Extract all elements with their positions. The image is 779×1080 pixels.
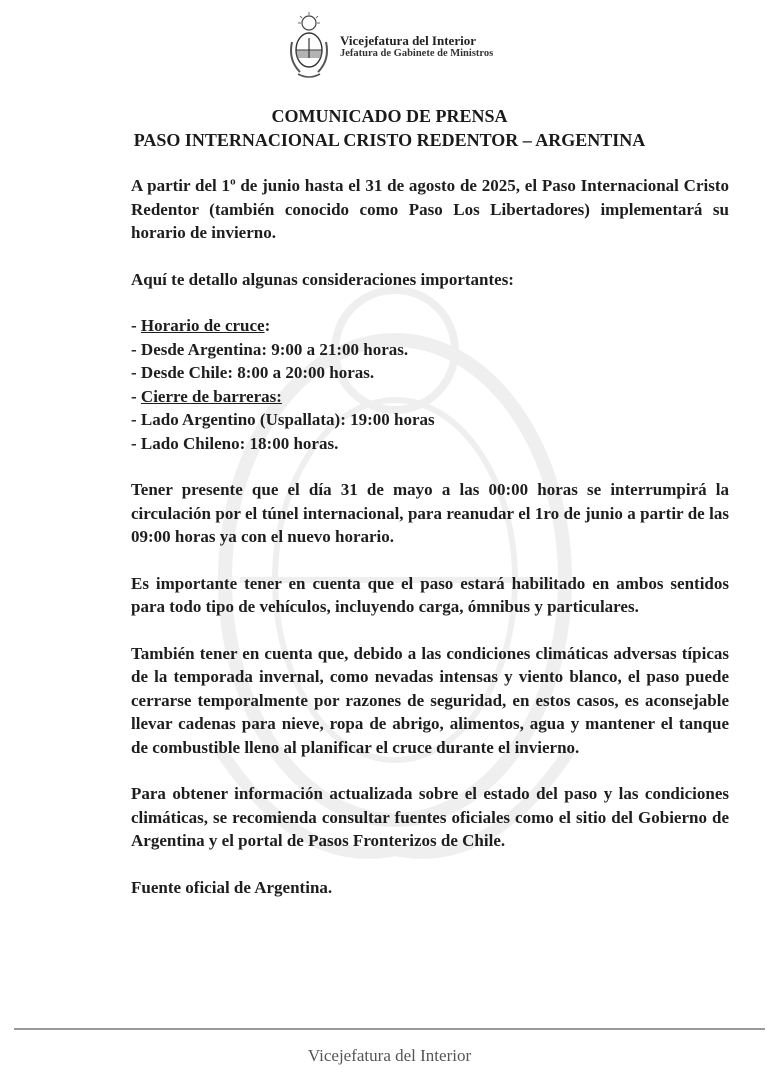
- document-body: [131, 174, 729, 899]
- paragraph-vehicle-types: Es importante tener en cuenta que el paso estará habilitado en ambos sentidos para todo tipo de vehículos, incluyendo carga, ómnibus y particulares.: [131, 573, 729, 616]
- intro-text-end: de junio hasta el 31 de agosto de 2025, el Paso Internacional Cristo Redentor (también conocido como Paso Los Libertadores) implementará su horario de invierno.: [131, 176, 729, 242]
- intro-text-start: A partir del 1: [131, 176, 231, 195]
- footer-agency-name: Vicejefatura del Interior: [307, 1046, 472, 1065]
- source-line: Fuente oficial de Argentina.: [131, 877, 333, 897]
- list-heading-horario: [131, 314, 729, 338]
- document-title: [0, 104, 779, 152]
- title-line-1: COMUNICADO DE PRENSA: [271, 106, 508, 126]
- cierre-heading: Cierre de barreras:: [140, 386, 282, 406]
- coat-of-arms-icon: [286, 12, 332, 82]
- agency-name: Vicejefatura del Interior: [340, 33, 476, 49]
- list-item: - Desde Chile: 8:00 a 20:00 horas.: [131, 363, 375, 382]
- ordinal-superscript: o: [230, 175, 236, 188]
- horario-colon: :: [264, 316, 271, 335]
- agency-subtitle: Jefatura de Gabinete de Ministros: [340, 48, 494, 60]
- horario-heading: Horario de cruce: [140, 316, 265, 335]
- list-dash: -: [131, 386, 141, 406]
- footer-divider: [14, 1028, 765, 1030]
- title-line-2: PASO INTERNACIONAL CRISTO REDENTOR – ARGENTINA: [133, 130, 646, 150]
- list-heading-cierre: [131, 385, 729, 409]
- list-item: - Desde Argentina: 9:00 a 21:00 horas.: [131, 339, 409, 359]
- letterhead: [286, 12, 493, 82]
- list-item: - Lado Argentino (Uspallata): 19:00 horas: [131, 410, 435, 429]
- intro-paragraph: [131, 174, 729, 245]
- paragraph-tunnel-closure: Tener presente que el día 31 de mayo a las 00:00 horas se interrumpirá la circulación por el túnel internacional, para reanudar el 1ro de junio a partir de las 09:00 horas ya con el nuevo horario.: [131, 480, 729, 546]
- paragraph-official-sources: Para obtener información actualizada sobre el estado del paso y las condiciones climáticas, se recomienda consultar fuentes oficiales como el sitio del Gobierno de Argentina y el portal de Pasos Fronterizos de Chile.: [131, 784, 729, 850]
- paragraph-weather-advice: También tener en cuenta que, debido a las condiciones climáticas adversas típicas de la temporada invernal, como nevadas intensas y viento blanco, el paso puede cerrarse temporalmente por razones de seguridad, en estos casos, es aconsejable llevar cadenas para nieve, ropa de abrigo, alimentos, agua y mantener el tanque de combustible lleno al planificar el cruce durante el invierno.: [131, 643, 729, 757]
- lead-line: Aquí te detallo algunas consideraciones importantes:: [131, 269, 514, 289]
- list-dash: -: [131, 316, 141, 335]
- list-item: - Lado Chileno: 18:00 horas.: [131, 433, 339, 453]
